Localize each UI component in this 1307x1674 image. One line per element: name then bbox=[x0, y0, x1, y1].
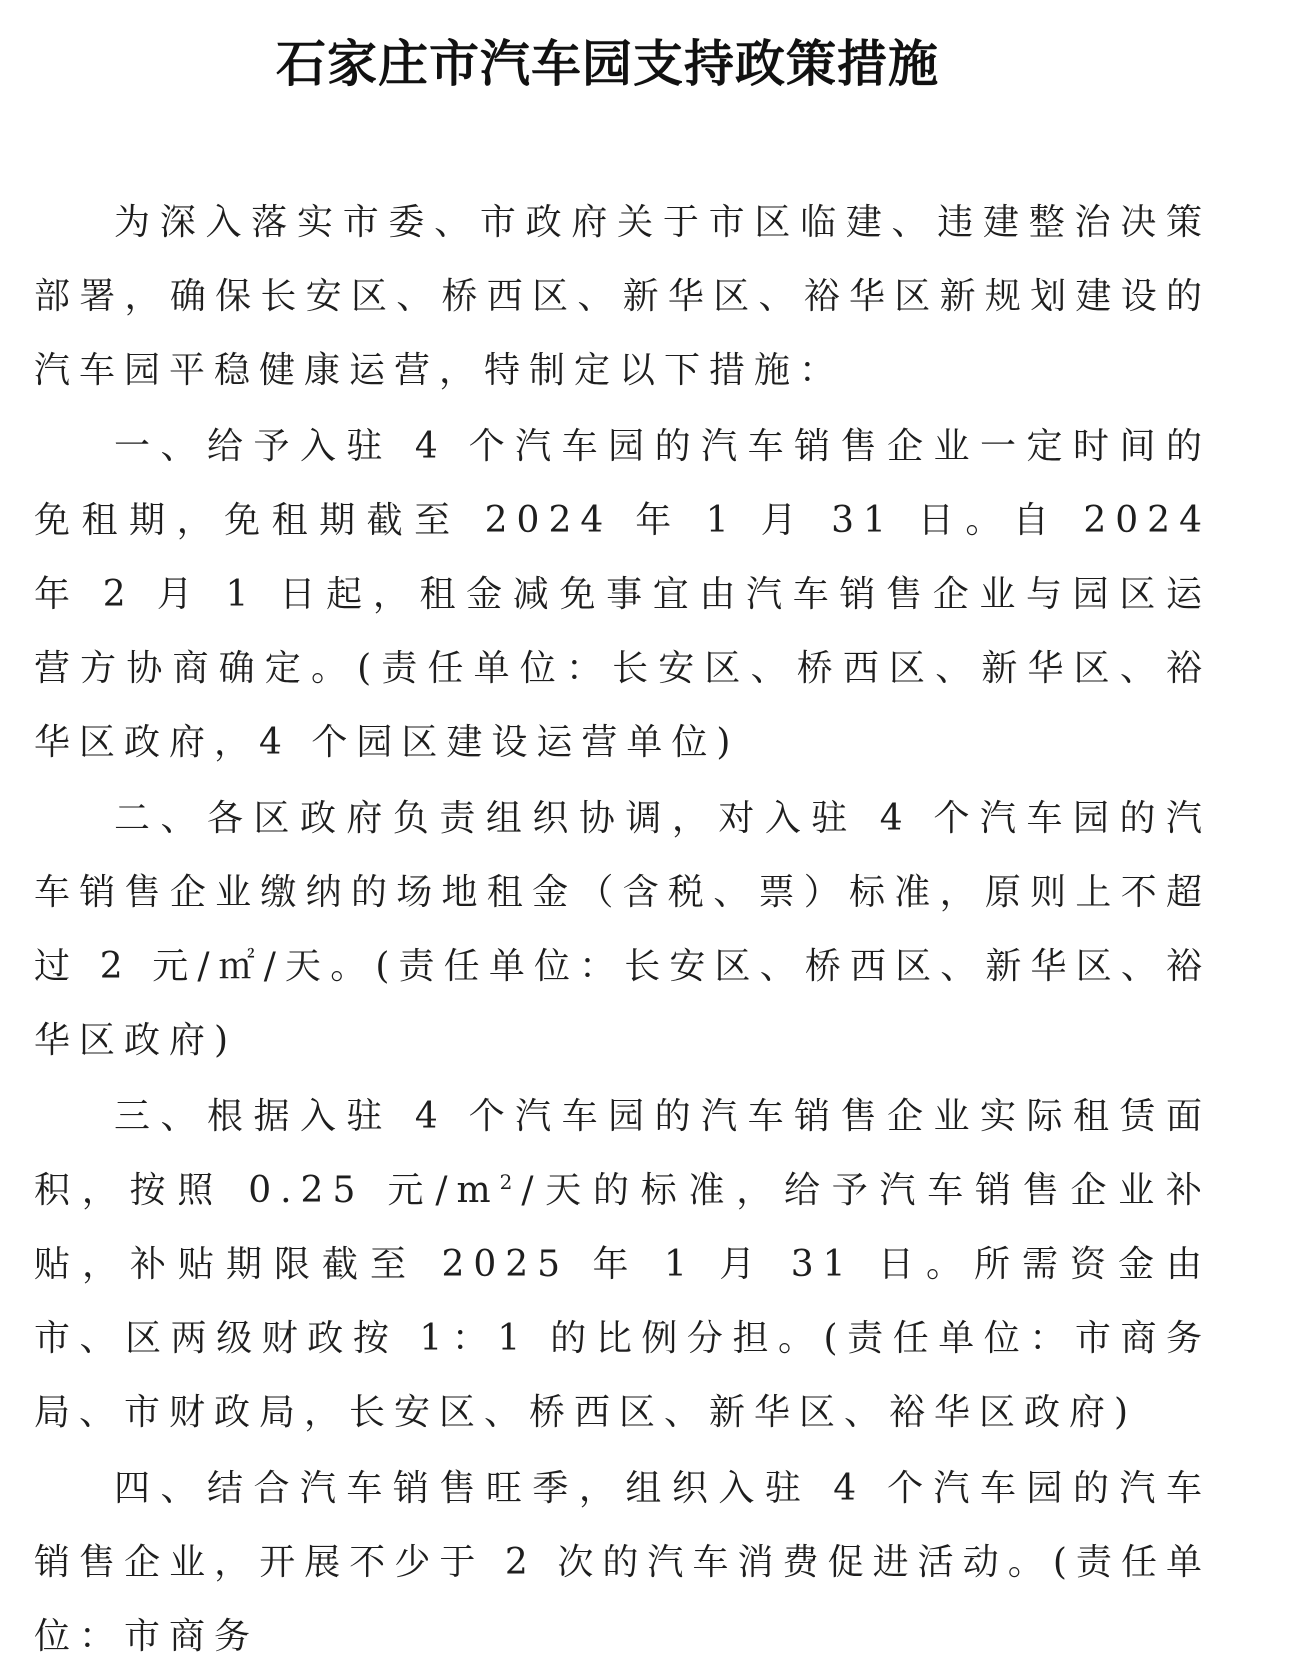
measure-3-text-end: /天的标准，给予汽车销售企业补贴，补贴期限截至 2025 年 1 月 31 日。所需资金由市、区两级财政按 1：1 的比例分担。(责任单位：市商务局、市财政局，长安区、桥西区、新华区、裕华区政府) bbox=[34, 1170, 1211, 1433]
measure-3-text-start: 三、根据入驻 4 个汽车园的汽车销售企业实际租赁面积，按照 0.25 元/m bbox=[34, 1096, 1211, 1211]
measure-1-paragraph: 一、给予入驻 4 个汽车园的汽车销售企业一定时间的免租期，免租期截至 2024 年 1 月 31 日。自 2024 年 2 月 1 日起，租金减免事宜由汽车销售企业与园区运营方协商确定。(责任单位：长安区、桥西区、新华区、裕华区政府，4 个园区建设运营单位) bbox=[34, 426, 1211, 763]
measure-3-paragraph bbox=[34, 1080, 1211, 1450]
intro-paragraph: 为深入落实市委、市政府关于市区临建、违建整治决策部署，确保长安区、桥西区、新华区、裕华区新规划建设的汽车园平稳健康运营，特制定以下措施： bbox=[34, 202, 1211, 391]
document-body bbox=[34, 186, 1211, 1674]
measure-4-paragraph: 四、结合汽车销售旺季，组织入驻 4 个汽车园的汽车销售企业，开展不少于 2 次的汽车消费促进活动。(责任单位：市商务 bbox=[34, 1468, 1211, 1657]
document-title: 石家庄市汽车园支持政策措施 bbox=[276, 35, 939, 93]
superscript-two: 2 bbox=[499, 1170, 522, 1194]
measure-2-paragraph: 二、各区政府负责组织协调，对入驻 4 个汽车园的汽车销售企业缴纳的场地租金（含税、票）标准，原则上不超过 2 元/㎡/天。(责任单位：长安区、桥西区、新华区、裕华区政府) bbox=[34, 798, 1211, 1061]
